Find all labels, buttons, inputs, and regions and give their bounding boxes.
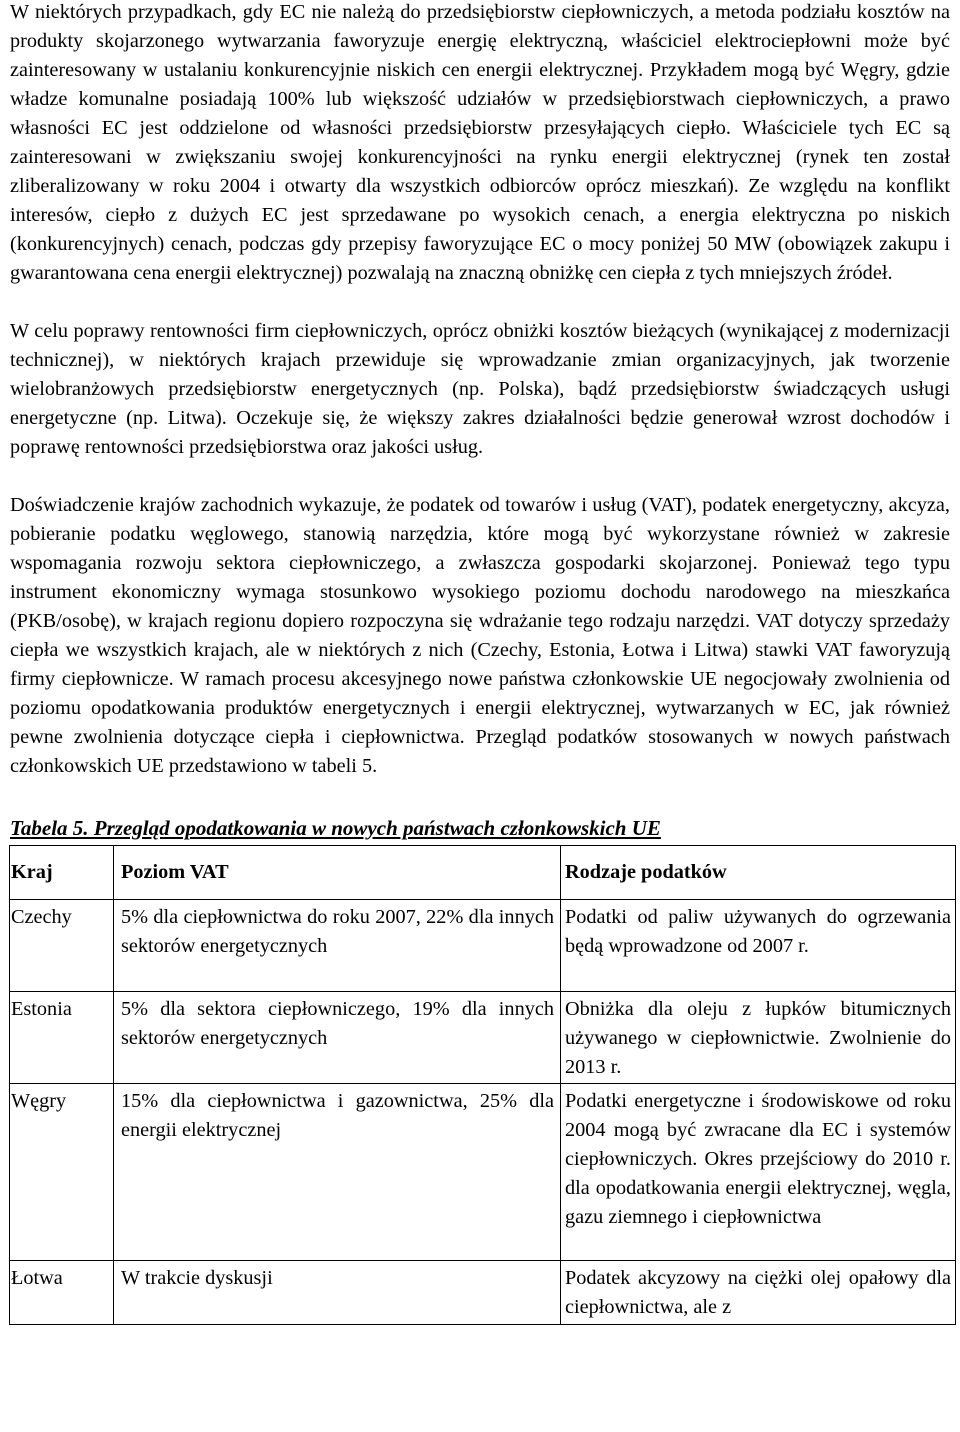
header-vat-level: Poziom VAT — [114, 846, 561, 900]
cell-vat-level: W trakcie dyskusji — [114, 1261, 561, 1325]
cell-tax-types: Podatek akcyzowy na ciężki olej opałowy dla ciepłownictwa, ale z — [561, 1261, 956, 1325]
table-row — [10, 992, 956, 1084]
table-row — [10, 1261, 956, 1325]
paragraph-2: W celu poprawy rentowności firm ciepłowniczych, oprócz obniżki kosztów bieżących (wynikającej z modernizacji technicznej), w niektórych krajach przewiduje się wprowadzanie zmian organizacyjnych, jak tworzenie wielobranżowych przedsiębiorstw energetycznych (np. Polska), bądź przedsiębiorstw świadczących usługi energetyczne (np. Litwa). Oczekuje się, że większy zakres działalności będzie generował wzrost dochodów i poprawę rentowności przedsiębiorstwa oraz jakości usług. — [10, 320, 950, 458]
tax-overview-table — [9, 845, 956, 1325]
cell-country: Czechy — [10, 900, 114, 992]
cell-country: Węgry — [10, 1084, 114, 1261]
cell-vat-level: 15% dla ciepłownictwa i gazownictwa, 25% dla energii elektrycznej — [114, 1084, 561, 1261]
paragraph-1: W niektórych przypadkach, gdy EC nie należą do przedsiębiorstw ciepłowniczych, a metoda podziału kosztów na produkty skojarzonego wytwarzania faworyzuje energię elektryczną, właściciel elektrociepłowni może być zainteresowany w ustalaniu konkurencyjnie niskich cen energii elektrycznej. Przykładem mogą być Węgry, gdzie władze komunalne posiadają 100% lub większość udziałów w przedsiębiorstwach ciepłowniczych, a prawo własności EC jest oddzielone od własności przedsiębiorstw przesyłających ciepło. Właściciele tych EC są zainteresowani w zwiększaniu swojej konkurencyjności na rynku energii elektrycznej (rynek ten został zliberalizowany w roku 2004 i otwarty dla wszystkich odbiorców oprócz mieszkań). Ze względu na konflikt interesów, ciepło z dużych EC jest sprzedawane po wysokich cenach, a energia elektryczna po niskich (konkurencyjnych) cenach, podczas gdy przepisy faworyzujące EC o mocy poniżej 50 MW (obowiązek zakupu i gwarantowana cena energii elektrycznej) pozwalają na znaczną obniżkę cen ciepła z tych mniejszych źródeł. — [10, 1, 950, 284]
table-header-row — [10, 846, 956, 900]
table-row — [10, 1084, 956, 1261]
cell-vat-level: 5% dla ciepłownictwa do roku 2007, 22% dla innych sektorów energetycznych — [114, 900, 561, 992]
table-row — [10, 900, 956, 992]
paragraph-3: Doświadczenie krajów zachodnich wykazuje, że podatek od towarów i usług (VAT), podatek energetyczny, akcyza, pobieranie podatku węglowego, stanowią narzędzia, które mogą być wykorzystane również w zakresie wspomagania rozwoju sektora ciepłowniczego, a zwłaszcza gospodarki skojarzonej. Ponieważ tego typu instrument ekonomiczny wymaga stosunkowo wysokiego poziomu dochodu narodowego na mieszkańca (PKB/osobę), w krajach regionu dopiero rozpoczyna się wdrażanie tego rodzaju narzędzi. VAT dotyczy sprzedaży ciepła we wszystkich krajach, ale w niektórych z nich (Czechy, Estonia, Łotwa i Litwa) stawki VAT faworyzują firmy ciepłownicze. W ramach procesu akcesyjnego nowe państwa członkowskie UE negocjowały zwolnienia od poziomu opodatkowania produktów energetycznych i energii elektrycznej, wytwarzanych w EC, jak również pewne zwolnienia dotyczące ciepła i ciepłownictwa. Przegląd podatków stosowanych w nowych państwach członkowskich UE przedstawiono w tabeli 5. — [10, 494, 950, 777]
cell-tax-types: Obniżka dla oleju z łupków bitumicznych używanego w ciepłownictwie. Zwolnienie do 2013 r. — [561, 992, 956, 1084]
header-country: Kraj — [10, 846, 114, 900]
document-page — [10, 0, 950, 1325]
cell-tax-types: Podatki od paliw używanych do ogrzewania będą wprowadzone od 2007 r. — [561, 900, 956, 992]
header-tax-types: Rodzaje podatków — [561, 846, 956, 900]
cell-country: Łotwa — [10, 1261, 114, 1325]
cell-vat-level: 5% dla sektora ciepłowniczego, 19% dla innych sektorów energetycznych — [114, 992, 561, 1084]
cell-tax-types: Podatki energetyczne i środowiskowe od roku 2004 mogą być zwracane dla EC i systemów ciepłowniczych. Okres przejściowy do 2010 r. dla opodatkowania energii elektrycznej, węgla, gazu ziemnego i ciepłownictwa — [561, 1084, 956, 1261]
table-caption: Tabela 5. Przegląd opodatkowania w nowych państwach członkowskich UE — [10, 816, 661, 840]
cell-country: Estonia — [10, 992, 114, 1084]
